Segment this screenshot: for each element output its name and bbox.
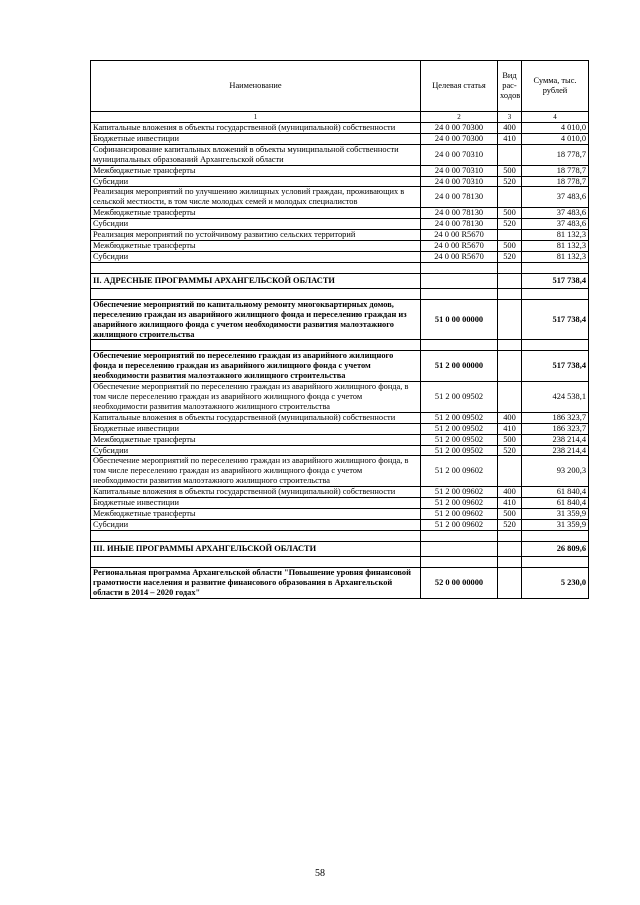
cell-name: Субсидии <box>91 219 421 230</box>
spacer-cell <box>498 530 522 541</box>
cell-sum: 93 200,3 <box>522 456 589 487</box>
cell-code: 51 2 00 09602 <box>421 487 498 498</box>
cell-type <box>498 456 522 487</box>
cell-type: 410 <box>498 133 522 144</box>
cell-sum: 517 738,4 <box>522 299 589 340</box>
table-row <box>91 208 589 219</box>
cell-sum: 4 010,0 <box>522 133 589 144</box>
header-sum: Сумма, тыс. рублей <box>522 61 589 112</box>
table-row <box>91 351 589 382</box>
cell-name: Бюджетные инвестиции <box>91 423 421 434</box>
cell-type: 410 <box>498 423 522 434</box>
table-row <box>91 567 589 598</box>
cell-name: Обеспечение мероприятий по переселению граждан из аварийного жилищного фонда и переселению граждан из аварийного жилищного фонда с учетом необходимости развития малоэтажного жилищного строительства <box>91 351 421 382</box>
table-row <box>91 445 589 456</box>
table-row <box>91 251 589 262</box>
cell-sum: 81 132,3 <box>522 251 589 262</box>
cell-name: Софинансирование капитальных вложений в объекты муниципальной собственности муниципальных образований Архангельской области <box>91 144 421 165</box>
cell-code: 24 0 00 78130 <box>421 219 498 230</box>
spacer-cell <box>421 288 498 299</box>
cell-name: Реализация мероприятий по устойчивому развитию сельских территорий <box>91 230 421 241</box>
cell-sum: 18 778,7 <box>522 165 589 176</box>
header-type: Вид рас-ходов <box>498 61 522 112</box>
spacer-cell <box>498 340 522 351</box>
spacer-row <box>91 530 589 541</box>
spacer-cell <box>522 340 589 351</box>
table-row <box>91 456 589 487</box>
table-row <box>91 133 589 144</box>
spacer-cell <box>91 556 421 567</box>
cell-type: 500 <box>498 434 522 445</box>
header-code: Целевая статья <box>421 61 498 112</box>
column-number-2: 2 <box>421 112 498 123</box>
cell-sum: 81 132,3 <box>522 230 589 241</box>
cell-sum: 424 538,1 <box>522 382 589 413</box>
spacer-cell <box>91 530 421 541</box>
table-row <box>91 509 589 520</box>
cell-type: 500 <box>498 240 522 251</box>
cell-name: Обеспечение мероприятий по переселению граждан из аварийного жилищного фонда, в том числе переселению граждан из аварийного жилищного фонда с учетом необходимости развития малоэтажного жилищного строительства <box>91 456 421 487</box>
table-row <box>91 123 589 134</box>
spacer-cell <box>498 262 522 273</box>
cell-name: Межбюджетные трансферты <box>91 165 421 176</box>
table-row <box>91 144 589 165</box>
cell-sum: 186 323,7 <box>522 412 589 423</box>
cell-name: III. ИНЫЕ ПРОГРАММЫ АРХАНГЕЛЬСКОЙ ОБЛАСТИ <box>91 541 421 556</box>
table-row <box>91 382 589 413</box>
table-row <box>91 498 589 509</box>
cell-code: 51 2 00 09602 <box>421 456 498 487</box>
table-row <box>91 487 589 498</box>
cell-type <box>498 541 522 556</box>
table-row <box>91 219 589 230</box>
cell-code: 51 2 00 09602 <box>421 519 498 530</box>
cell-code: 51 2 00 00000 <box>421 351 498 382</box>
cell-sum: 31 359,9 <box>522 519 589 530</box>
cell-code: 51 2 00 09502 <box>421 423 498 434</box>
table-row <box>91 176 589 187</box>
cell-name: Субсидии <box>91 519 421 530</box>
cell-name: Капитальные вложения в объекты государственной (муниципальной) собственности <box>91 487 421 498</box>
section-row <box>91 273 589 288</box>
cell-name: Межбюджетные трансферты <box>91 509 421 520</box>
cell-type <box>498 144 522 165</box>
cell-name: Межбюджетные трансферты <box>91 208 421 219</box>
cell-sum: 238 214,4 <box>522 445 589 456</box>
table-row <box>91 412 589 423</box>
cell-sum: 18 778,7 <box>522 176 589 187</box>
cell-code: 51 2 00 09502 <box>421 412 498 423</box>
spacer-row <box>91 556 589 567</box>
budget-table <box>90 60 589 599</box>
cell-sum: 186 323,7 <box>522 423 589 434</box>
cell-name: Капитальные вложения в объекты государственной (муниципальной) собственности <box>91 123 421 134</box>
cell-type <box>498 382 522 413</box>
page-number: 58 <box>315 868 325 879</box>
cell-name: Субсидии <box>91 176 421 187</box>
cell-code: 51 2 00 09602 <box>421 498 498 509</box>
spacer-row <box>91 288 589 299</box>
spacer-cell <box>421 530 498 541</box>
cell-name: Региональная программа Архангельской области "Повышение уровня финансовой грамотности населения и развитие финансового образования в Архангельской области в 2014 – 2020 годах" <box>91 567 421 598</box>
column-number-1: 1 <box>91 112 421 123</box>
spacer-cell <box>91 262 421 273</box>
spacer-cell <box>522 556 589 567</box>
cell-sum: 238 214,4 <box>522 434 589 445</box>
cell-name: Субсидии <box>91 251 421 262</box>
table-row <box>91 423 589 434</box>
spacer-cell <box>421 262 498 273</box>
cell-code: 24 0 00 70300 <box>421 133 498 144</box>
header-name: Наименование <box>91 61 421 112</box>
spacer-cell <box>91 340 421 351</box>
cell-sum: 37 483,6 <box>522 219 589 230</box>
table-row <box>91 165 589 176</box>
cell-type <box>498 299 522 340</box>
cell-type <box>498 567 522 598</box>
column-number-4: 4 <box>522 112 589 123</box>
cell-code: 24 0 00 R5670 <box>421 240 498 251</box>
cell-code: 24 0 00 70310 <box>421 176 498 187</box>
cell-type: 520 <box>498 251 522 262</box>
cell-type: 400 <box>498 412 522 423</box>
cell-code: 52 0 00 00000 <box>421 567 498 598</box>
cell-name: Бюджетные инвестиции <box>91 498 421 509</box>
cell-name: Межбюджетные трансферты <box>91 240 421 251</box>
cell-code: 51 2 00 09502 <box>421 445 498 456</box>
cell-sum: 81 132,3 <box>522 240 589 251</box>
cell-sum: 37 483,6 <box>522 208 589 219</box>
cell-type: 520 <box>498 519 522 530</box>
spacer-row <box>91 262 589 273</box>
cell-type <box>498 351 522 382</box>
cell-sum: 61 840,4 <box>522 498 589 509</box>
cell-code <box>421 541 498 556</box>
cell-code: 24 0 00 70310 <box>421 165 498 176</box>
column-number-3: 3 <box>498 112 522 123</box>
cell-type: 520 <box>498 219 522 230</box>
cell-name: Капитальные вложения в объекты государственной (муниципальной) собственности <box>91 412 421 423</box>
cell-type: 520 <box>498 445 522 456</box>
cell-type <box>498 187 522 208</box>
cell-code: 24 0 00 70300 <box>421 123 498 134</box>
cell-code: 51 2 00 09502 <box>421 434 498 445</box>
table-row <box>91 434 589 445</box>
cell-type: 410 <box>498 498 522 509</box>
spacer-cell <box>498 288 522 299</box>
spacer-cell <box>498 556 522 567</box>
cell-type: 500 <box>498 509 522 520</box>
cell-type <box>498 230 522 241</box>
cell-code: 24 0 00 78130 <box>421 187 498 208</box>
cell-type: 520 <box>498 176 522 187</box>
spacer-cell <box>421 340 498 351</box>
spacer-cell <box>91 288 421 299</box>
cell-name: II. АДРЕСНЫЕ ПРОГРАММЫ АРХАНГЕЛЬСКОЙ ОБЛАСТИ <box>91 273 421 288</box>
cell-code: 24 0 00 78130 <box>421 208 498 219</box>
cell-type: 400 <box>498 487 522 498</box>
spacer-cell <box>522 530 589 541</box>
cell-sum: 61 840,4 <box>522 487 589 498</box>
cell-type <box>498 273 522 288</box>
cell-code: 51 2 00 09502 <box>421 382 498 413</box>
cell-sum: 5 230,0 <box>522 567 589 598</box>
cell-sum: 517 738,4 <box>522 351 589 382</box>
cell-sum: 4 010,0 <box>522 123 589 134</box>
cell-type: 500 <box>498 208 522 219</box>
table-row <box>91 519 589 530</box>
cell-sum: 517 738,4 <box>522 273 589 288</box>
cell-code: 24 0 00 70310 <box>421 144 498 165</box>
spacer-row <box>91 340 589 351</box>
cell-name: Реализация мероприятий по улучшению жилищных условий граждан, проживающих в сельской местности, в том числе молодых семей и молодых специалистов <box>91 187 421 208</box>
table-header-row <box>91 61 589 112</box>
table-body <box>91 123 589 599</box>
cell-name: Межбюджетные трансферты <box>91 434 421 445</box>
cell-sum: 26 809,6 <box>522 541 589 556</box>
cell-type: 400 <box>498 123 522 134</box>
column-number-row <box>91 112 589 123</box>
table-row <box>91 299 589 340</box>
cell-name: Обеспечение мероприятий по капитальному ремонту многоквартирных домов, переселению граждан из аварийного жилищного фонда и переселению граждан из аварийного жилищного фонда с учетом необходимости развития малоэтажного жилищного строительства <box>91 299 421 340</box>
cell-code <box>421 273 498 288</box>
cell-sum: 31 359,9 <box>522 509 589 520</box>
cell-code: 51 2 00 09602 <box>421 509 498 520</box>
cell-sum: 37 483,6 <box>522 187 589 208</box>
cell-type: 500 <box>498 165 522 176</box>
cell-code: 24 0 00 R5670 <box>421 230 498 241</box>
spacer-cell <box>522 288 589 299</box>
cell-code: 24 0 00 R5670 <box>421 251 498 262</box>
cell-sum: 18 778,7 <box>522 144 589 165</box>
table-row <box>91 187 589 208</box>
cell-name: Бюджетные инвестиции <box>91 133 421 144</box>
cell-name: Субсидии <box>91 445 421 456</box>
section-row <box>91 541 589 556</box>
table-row <box>91 240 589 251</box>
table-row <box>91 230 589 241</box>
spacer-cell <box>421 556 498 567</box>
spacer-cell <box>522 262 589 273</box>
cell-name: Обеспечение мероприятий по переселению граждан из аварийного жилищного фонда, в том числе переселению граждан из аварийного жилищного фонда с учетом необходимости развития малоэтажного жилищного строительства <box>91 382 421 413</box>
cell-code: 51 0 00 00000 <box>421 299 498 340</box>
